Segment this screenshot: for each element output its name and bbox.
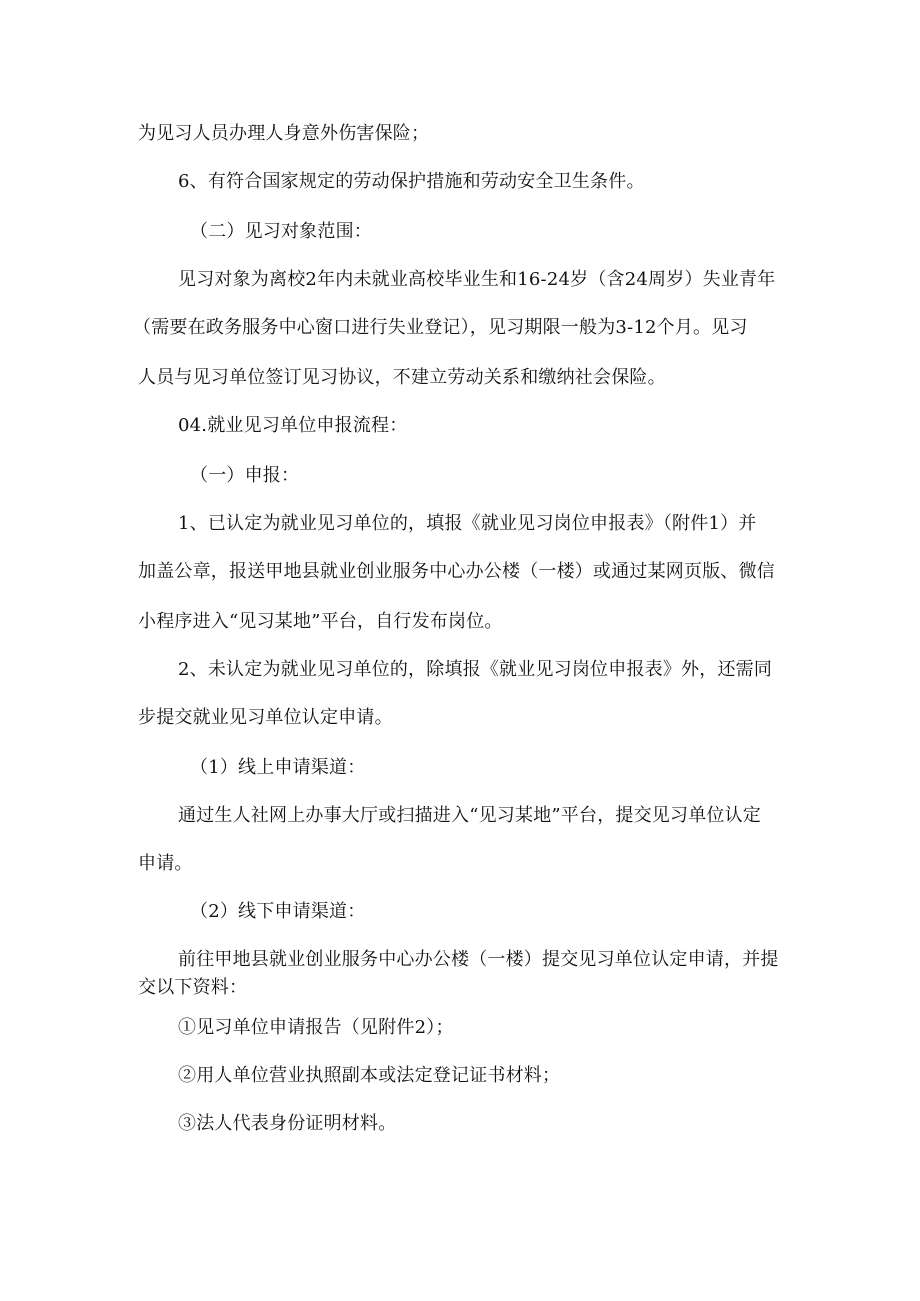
- text-line: 通过生人社网上办事大厅或扫描进入“见习某地”平台，提交见习单位认定: [178, 805, 762, 826]
- text-line: 加盖公章，报送甲地县就业创业服务中心办公楼（一楼）或通过某网页版、微信: [138, 561, 775, 582]
- section-heading: （一）申报：: [190, 465, 300, 486]
- text-line: 申请。: [138, 853, 193, 874]
- text-line: 6、有符合国家规定的劳动保护措施和劳动安全卫生条件。: [178, 171, 645, 192]
- section-heading: （2）线下申请渠道：: [190, 901, 366, 922]
- text-line: 人员与见习单位签订见习协议，不建立劳动关系和缴纳社会保险。: [138, 367, 666, 388]
- text-line: 前往甲地县就业创业服务中心办公楼（一楼）提交见习单位认定申请，并提: [178, 949, 779, 970]
- section-heading: （1）线上申请渠道：: [190, 757, 366, 778]
- list-item: ①见习单位申请报告（见附件2）；: [178, 1017, 454, 1038]
- section-heading: （二）见习对象范围：: [190, 221, 372, 242]
- text-line: 小程序进入“见习某地”平台，自行发布岗位。: [138, 611, 503, 632]
- text-line: 1、已认定为就业见习单位的，填报《就业见习岗位申报表》（附件1）并: [178, 513, 757, 534]
- text-line: （需要在政务服务中心窗口进行失业登记），见习期限一般为3-12个月。见习: [133, 317, 748, 338]
- text-line: 步提交就业见习单位认定申请。: [138, 707, 393, 728]
- text-line: 见习对象为离校2年内未就业高校毕业生和16-24岁（含24周岁）失业青年: [178, 269, 776, 290]
- section-heading: 04.就业见习单位申报流程：: [178, 415, 408, 436]
- text-line: 2、未认定为就业见习单位的，除填报《就业见习岗位申报表》外，还需同: [178, 659, 773, 680]
- text-line: 为见习人员办理人身意外伤害保险；: [138, 123, 430, 144]
- list-item: ③法人代表身份证明材料。: [178, 1113, 397, 1134]
- list-item: ②用人单位营业执照副本或法定登记证书材料；: [178, 1065, 561, 1086]
- text-line: 交以下资料：: [138, 977, 248, 998]
